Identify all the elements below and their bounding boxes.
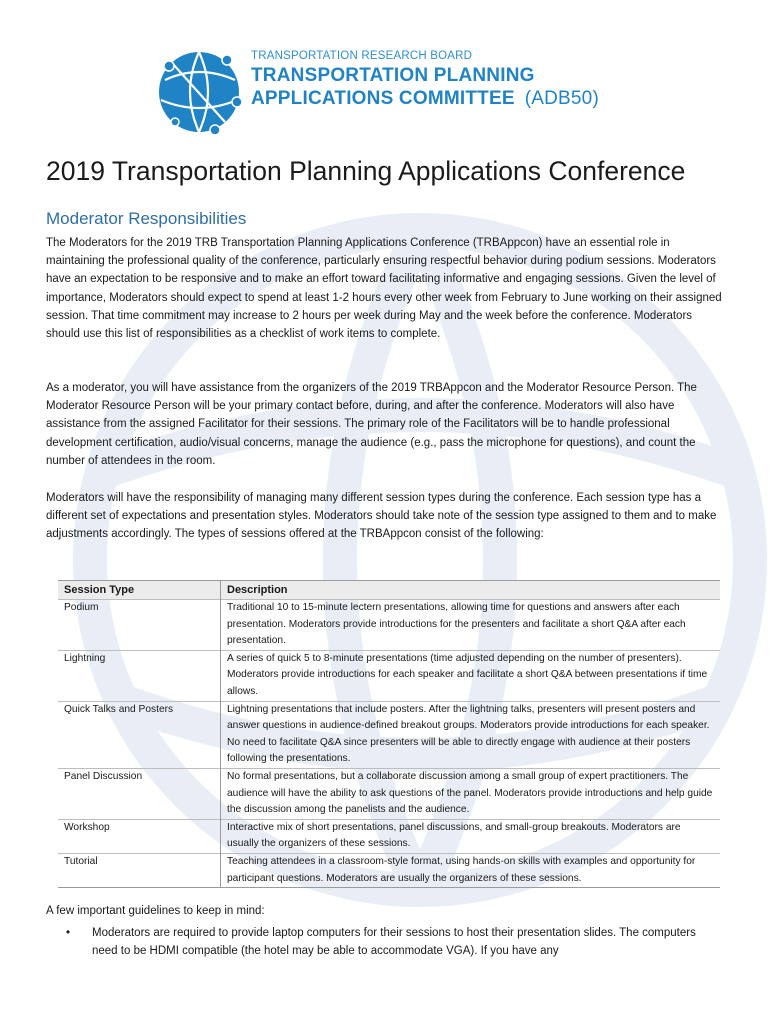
description-cell: No formal presentations, but a collaborate discussion among a small group of expert practitioners. The audience will have the ability to ask questions of the panel. Moderators provide introductions and help guide the discussion among the panelists and the audience. — [221, 768, 721, 819]
description-cell: A series of quick 5 to 8-minute presentations (time adjusted depending on the number of presenters). Moderators provide introductions for each speaker and facilitate a short Q&A between presentations if time allows. — [221, 650, 721, 701]
table-row — [58, 701, 720, 768]
intro-paragraph: The Moderators for the 2019 TRB Transportation Planning Applications Conference (TRBAppcon) have an essential role in maintaining the professional quality of the conference, particularly ensuring respectful behavior during podium sessions. Moderators have an expectation to be responsive and to make an effort toward facilitating informative and engaging sessions. Given the level of importance, Moderators should expect to spend at least 1-2 hours every other week from February to June working on their assigned session. That time commitment may increase to 2 hours per week during May and the week before the conference. Moderators should use this list of responsibilities as a checklist of work items to complete. — [46, 237, 722, 341]
description-cell: Teaching attendees in a classroom-style format, using hands-on skills with examples and opportunity for participant questions. Moderators are usually the organizers of these sessions. — [221, 853, 721, 887]
session-type-cell: Podium — [58, 600, 221, 651]
description-cell: Lightning presentations that include posters. After the lightning talks, presenters will present posters and answer questions in audience-defined breakout groups. Moderators provide introductions for each speaker. No need to facilitate Q&A since presenters will be able to directly engage with audience at their posters following the presentations. — [221, 701, 721, 768]
guidelines-intro: A few important guidelines to keep in mind: — [46, 905, 265, 917]
session-type-cell: Workshop — [58, 819, 221, 853]
description-cell: Traditional 10 to 15-minute lectern presentations, allowing time for questions and answers after each presentation. Moderators provide introductions for the presenters and facilitate a short Q&A after each presentation. — [221, 600, 721, 651]
header-description: Description — [221, 581, 721, 600]
description-cell: Interactive mix of short presentations, panel discussions, and small-group breakouts. Moderators are usually the organizers of these sessions. — [221, 819, 721, 853]
logo-committee-code: (ADB50) — [524, 88, 599, 109]
page-title: 2019 Transportation Planning Applications Conference — [46, 156, 686, 186]
session-type-cell: Panel Discussion — [58, 768, 221, 819]
session-type-cell: Quick Talks and Posters — [58, 701, 221, 768]
guideline-text: Moderators are required to provide laptop computers for their sessions to host their presentation slides. The computers need to be HDMI compatible (the hotel may be able to accommodate VGA). If you have any — [92, 927, 696, 958]
table-row — [58, 853, 720, 887]
logo-org-name: TRANSPORTATION RESEARCH BOARD — [251, 50, 473, 62]
table-row — [58, 819, 720, 853]
session-types-table — [58, 580, 720, 888]
list-item — [46, 924, 722, 960]
logo-text — [251, 50, 599, 110]
assistance-paragraph: As a moderator, you will have assistance from the organizers of the 2019 TRBAppcon and the Moderator Resource Person. The Moderator Resource Person will be your primary contact before, during, and after the conference. Moderators will also have assistance from the assigned Facilitator for their sessions. The primary role of the Facilitators will be to handle professional development certification, audio/visual concerns, manage the audience (e.g., pass the microphone for questions), and count the number of attendees in the room. — [46, 382, 697, 467]
table-row — [58, 768, 720, 819]
guidelines-list — [46, 924, 722, 960]
table-row — [58, 650, 720, 701]
table-header-row — [58, 581, 720, 600]
session-types-paragraph: Moderators will have the responsibility of managing many different session types during the conference. Each session type has a different set of expectations and presentation styles. Moderators should take note of the session type assigned to them and to make adjustments accordingly. The types of sessions offered at the TRBAppcon consist of the following: — [46, 492, 717, 541]
logo-line-2 — [251, 87, 599, 110]
header-session-type: Session Type — [58, 581, 221, 600]
logo-committee-name: APPLICATIONS COMMITTEE — [251, 88, 515, 109]
session-type-cell: Tutorial — [58, 853, 221, 887]
committee-logo — [155, 42, 635, 142]
globe-logo-icon — [155, 42, 247, 138]
section-title: Moderator Responsibilities — [46, 209, 247, 228]
logo-line-1: TRANSPORTATION PLANNING — [251, 65, 535, 86]
table-row — [58, 600, 720, 651]
bullet-icon: • — [66, 927, 71, 939]
session-type-cell: Lightning — [58, 650, 221, 701]
